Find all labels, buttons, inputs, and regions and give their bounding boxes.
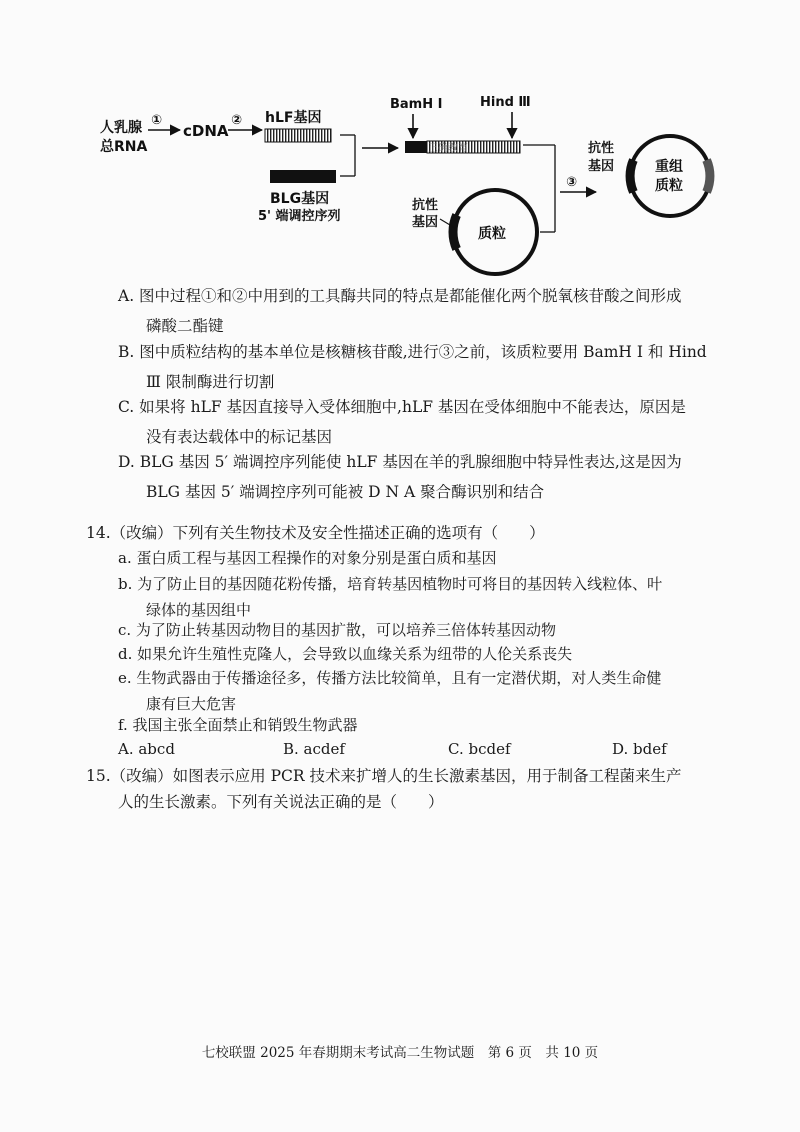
q14-item-a-line1: a. 蛋白质工程与基因工程操作的对象分别是蛋白质和基因 bbox=[118, 549, 497, 567]
q13-option-c bbox=[118, 392, 748, 452]
q14-stem: 14.（改编）下列有关生物技术及安全性描述正确的选项有（ ） bbox=[86, 524, 545, 542]
plasmid-resistance-label-2: 基因 bbox=[412, 215, 439, 230]
q14-item-e-line2: 康有巨大危害 bbox=[146, 695, 237, 713]
recombinant-resistance-label-2: 基因 bbox=[588, 159, 615, 174]
step-2-label: ② bbox=[231, 113, 243, 128]
plasmid-label: 质粒 bbox=[478, 226, 506, 242]
blg-gene-segment bbox=[270, 170, 336, 183]
q13-option-b-line2: Ⅲ 限制酶进行切割 bbox=[146, 373, 275, 391]
q14-choice-c: C. bcdef bbox=[448, 740, 511, 758]
q15-line2: 人的生长激素。下列有关说法正确的是（ ） bbox=[118, 793, 444, 811]
page-footer: 七校联盟 2025 年春期期末考试高二生物试题 第 6 页 共 10 页 bbox=[201, 1045, 599, 1061]
bamh1-label: BamH Ⅰ bbox=[390, 97, 443, 112]
q14-item-f bbox=[118, 712, 758, 738]
q13-option-a-line2: 磷酸二酯键 bbox=[146, 317, 224, 335]
q13-option-c-line1: C. 如果将 hLF 基因直接导入受体细胞中,hLF 基因在受体细胞中不能表达，原因是 bbox=[118, 398, 686, 416]
watermark-text: 正确教育 bbox=[428, 143, 468, 154]
q14-item-b-line1: b. 为了防止目的基因随花粉传播，培育转基因植物时可将目的基因转入线粒体、叶 bbox=[118, 575, 663, 593]
recombinant-label-1: 重组 bbox=[655, 159, 683, 175]
recombinant-label-2: 质粒 bbox=[655, 178, 683, 194]
q14-item-e-line1: e. 生物武器由于传播途径多，传播方法比较简单，且有一定潜伏期，对人类生命健 bbox=[118, 669, 662, 687]
q14-choice-a: A. abcd bbox=[118, 740, 175, 758]
q14-item-c-line1: c. 为了防止转基因动物目的基因扩散，可以培养三倍体转基因动物 bbox=[118, 621, 556, 639]
q14-item-e bbox=[118, 665, 758, 717]
cdna-label: cDNA bbox=[183, 122, 229, 140]
q13-option-d bbox=[118, 447, 748, 507]
q14-item-a bbox=[118, 545, 758, 571]
hlf-gene-segment bbox=[265, 129, 331, 142]
q13-option-a-line1: A. 图中过程①和②中用到的工具酶共同的特点是都能催化两个脱氧核苷酸之间形成 bbox=[118, 287, 682, 305]
recombinant-resistance-label-1: 抗性 bbox=[588, 141, 615, 156]
q13-option-b-line1: B. 图中质粒结构的基本单位是核糖核苷酸,进行③之前，该质粒要用 BamH Ⅰ 和 Hind bbox=[118, 343, 707, 361]
recombinant-inserted-gene bbox=[707, 160, 710, 192]
blg-gene-label: BLG基因 bbox=[270, 191, 330, 207]
recombinant-resistance-gene bbox=[630, 160, 633, 192]
q14-item-d-line1: d. 如果允许生殖性克隆人，会导致以血缘关系为纽带的人伦关系丧失 bbox=[118, 645, 573, 663]
recombinant-plasmid-ring bbox=[630, 136, 710, 216]
q14-item-b bbox=[118, 571, 758, 623]
blg-promoter-label: 5' 端调控序列 bbox=[258, 209, 341, 224]
q15-line1: 15.（改编）如图表示应用 PCR 技术来扩增人的生长激素基因，用于制备工程菌来生产 bbox=[86, 767, 682, 785]
total-rna-label-2: 总RNA bbox=[100, 139, 148, 155]
q14-item-f-line1: f. 我国主张全面禁止和销毁生物武器 bbox=[118, 716, 358, 734]
plasmid-resistance-gene bbox=[453, 215, 457, 249]
hlf-gene-label: hLF基因 bbox=[265, 110, 322, 126]
q14-choice-b: B. acdef bbox=[283, 740, 345, 758]
total-rna-label-1: 人乳腺 bbox=[100, 120, 142, 136]
gene-engineering-diagram bbox=[0, 0, 800, 280]
q14-item-c bbox=[118, 617, 758, 643]
fused-construct-promoter bbox=[405, 141, 427, 153]
hind3-label: Hind Ⅲ bbox=[480, 95, 531, 110]
step-3-label: ③ bbox=[566, 175, 578, 190]
q13-option-d-line2: BLG 基因 5′ 端调控序列可能被 D N A 聚合酶识别和结合 bbox=[146, 483, 545, 501]
q14-item-b-line2: 绿体的基因组中 bbox=[146, 601, 252, 619]
step-1-label: ① bbox=[151, 113, 163, 128]
q14-choice-d: D. bdef bbox=[612, 740, 667, 758]
plasmid-resistance-label-1: 抗性 bbox=[412, 198, 439, 213]
q14-item-d bbox=[118, 641, 758, 667]
q13-option-a bbox=[118, 281, 748, 341]
q13-option-c-line2: 没有表达载体中的标记基因 bbox=[146, 428, 333, 446]
q13-option-d-line1: D. BLG 基因 5′ 端调控序列能使 hLF 基因在羊的乳腺细胞中特异性表达,这是因为 bbox=[118, 453, 682, 471]
q13-option-b bbox=[118, 337, 748, 397]
